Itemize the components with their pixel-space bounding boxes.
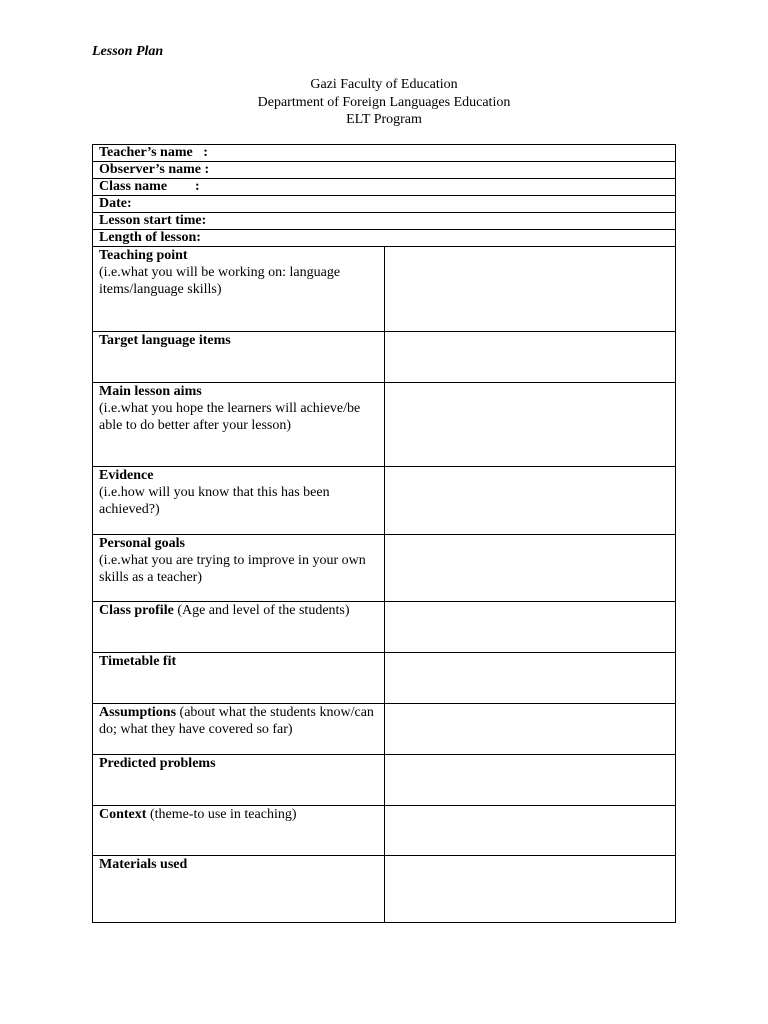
materials-used-entry-cell[interactable] [384, 856, 676, 923]
teacher-name-label: Teacher’s name : [99, 145, 208, 160]
observer-name-field[interactable] [93, 162, 676, 179]
info-row-length-of-lesson [93, 230, 676, 247]
teacher-name-field[interactable] [93, 145, 676, 162]
lesson-start-time-label: Lesson start time: [99, 213, 207, 228]
lesson-start-time-field[interactable] [93, 213, 676, 230]
section-row-class-profile [93, 602, 676, 653]
context-note: (theme-to use in teaching) [146, 807, 297, 822]
info-row-date [93, 196, 676, 213]
class-name-field[interactable] [93, 179, 676, 196]
context-entry-cell[interactable] [384, 806, 676, 856]
personal-goals-label-cell [93, 535, 385, 602]
main-lesson-aims-title: Main lesson aims [99, 384, 202, 399]
evidence-entry-cell[interactable] [384, 467, 676, 535]
target-language-items-title: Target language items [99, 333, 231, 348]
lesson-plan-form [92, 144, 676, 923]
section-row-main-lesson-aims [93, 383, 676, 467]
timetable-fit-title: Timetable fit [99, 654, 177, 669]
timetable-fit-entry-cell[interactable] [384, 653, 676, 704]
info-row-class-name [93, 179, 676, 196]
teaching-point-label-cell [93, 247, 385, 332]
section-row-timetable-fit [93, 653, 676, 704]
section-row-predicted-problems [93, 755, 676, 806]
class-profile-label-cell [93, 602, 385, 653]
document-label: Lesson Plan [92, 44, 164, 59]
class-name-label: Class name : [99, 179, 200, 194]
section-row-evidence [93, 467, 676, 535]
target-language-items-entry-cell[interactable] [384, 332, 676, 383]
section-row-personal-goals [93, 535, 676, 602]
observer-name-label: Observer’s name : [99, 162, 210, 177]
evidence-label-cell [93, 467, 385, 535]
teaching-point-title: Teaching point [99, 248, 188, 263]
section-row-context [93, 806, 676, 856]
teaching-point-note: (i.e.what you will be working on: language items/language skills) [99, 265, 341, 297]
length-of-lesson-field[interactable] [93, 230, 676, 247]
assumptions-entry-cell[interactable] [384, 704, 676, 755]
section-row-target-language-items [93, 332, 676, 383]
target-language-items-label-cell [93, 332, 385, 383]
predicted-problems-title: Predicted problems [99, 756, 216, 771]
assumptions-label-cell [93, 704, 385, 755]
class-profile-title: Class profile [99, 603, 174, 618]
teaching-point-entry-cell[interactable] [384, 247, 676, 332]
class-profile-entry-cell[interactable] [384, 602, 676, 653]
materials-used-title: Materials used [99, 857, 188, 872]
date-label: Date: [99, 196, 132, 211]
main-lesson-aims-entry-cell[interactable] [384, 383, 676, 467]
section-row-assumptions [93, 704, 676, 755]
info-row-lesson-start-time [93, 213, 676, 230]
predicted-problems-entry-cell[interactable] [384, 755, 676, 806]
context-title: Context [99, 807, 147, 822]
predicted-problems-label-cell [93, 755, 385, 806]
main-lesson-aims-label-cell [93, 383, 385, 467]
section-row-materials-used [93, 856, 676, 923]
personal-goals-note: (i.e.what you are trying to improve in your own skills as a teacher) [99, 553, 366, 585]
date-field[interactable] [93, 196, 676, 213]
assumptions-title: Assumptions [99, 705, 177, 720]
faculty-name: Gazi Faculty of Education [310, 77, 458, 92]
personal-goals-title: Personal goals [99, 536, 185, 551]
document-header [0, 76, 768, 129]
info-row-observer-name [93, 162, 676, 179]
section-row-teaching-point [93, 247, 676, 332]
context-label-cell [93, 806, 385, 856]
class-profile-note: (Age and level of the students) [173, 603, 350, 618]
program-name: ELT Program [346, 112, 422, 127]
main-lesson-aims-note: (i.e.what you hope the learners will achieve/be able to do better after your lesson) [99, 401, 361, 433]
length-of-lesson-label: Length of lesson: [99, 230, 201, 245]
info-row-teacher-name [93, 145, 676, 162]
personal-goals-entry-cell[interactable] [384, 535, 676, 602]
evidence-note: (i.e.how will you know that this has been achieved?) [99, 485, 330, 517]
assumptions-note: (about what the students know/can do; what they have covered so far) [99, 705, 378, 737]
evidence-title: Evidence [99, 468, 154, 483]
department-name: Department of Foreign Languages Education [257, 94, 511, 110]
timetable-fit-label-cell [93, 653, 385, 704]
materials-used-label-cell [93, 856, 385, 923]
